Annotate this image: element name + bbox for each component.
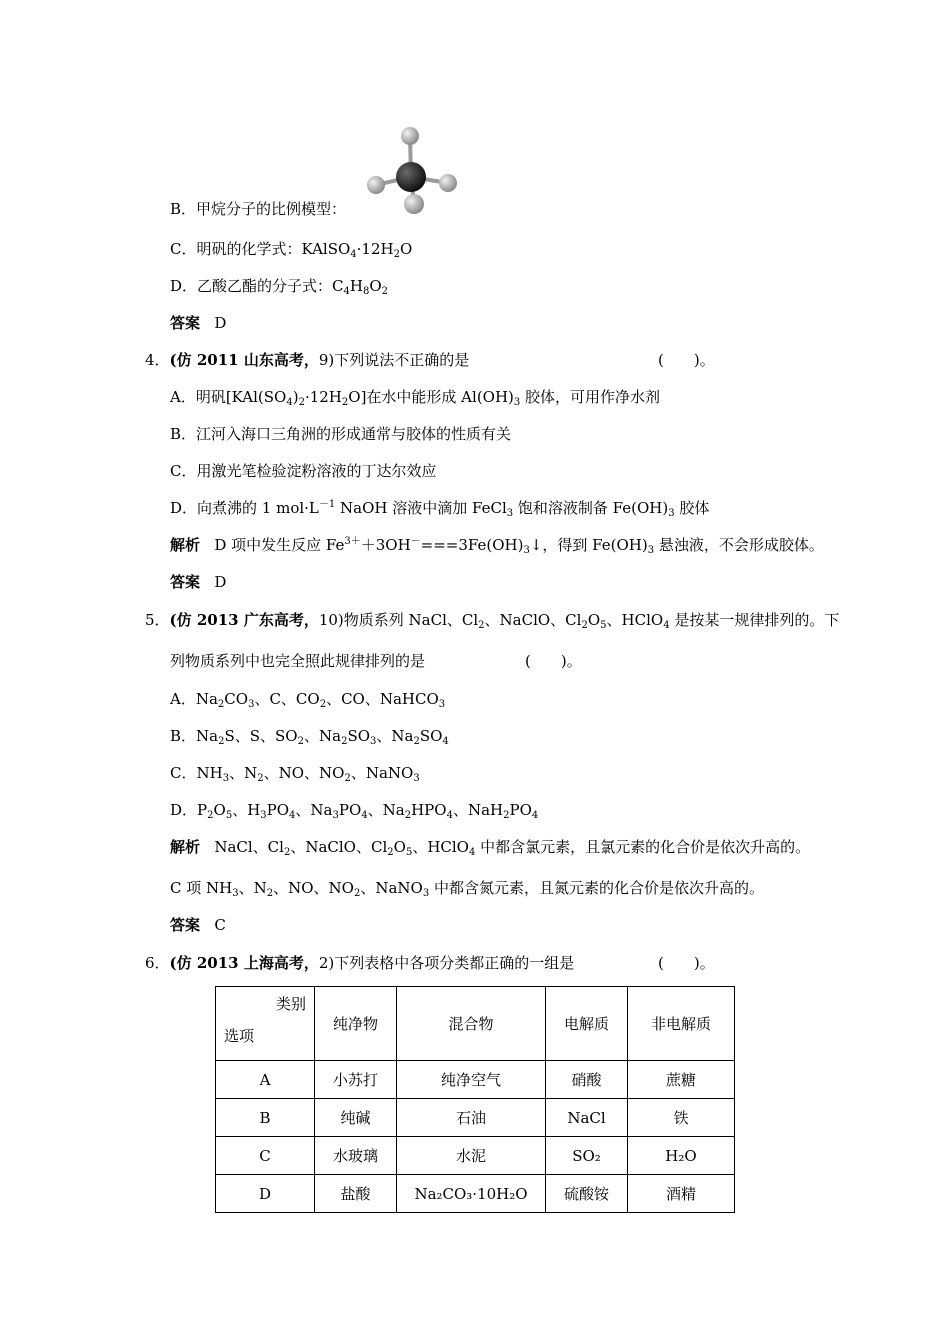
- header-electrolyte: 电解质: [546, 987, 628, 1061]
- answer-label: 答案: [170, 314, 201, 332]
- q4-option-b: B．江河入海口三角洲的形成通常与胶体的性质有关: [170, 425, 512, 443]
- q4-answer: [170, 572, 226, 592]
- q5-stem-line2: 列物质系列中也完全照此规律排列的是: [170, 652, 426, 670]
- classification-table: [215, 986, 735, 1213]
- header-non-electrolyte: 非电解质: [628, 987, 735, 1061]
- q4-option-d: D．向煮沸的 1 $mol\cdot L^{-1}$ NaOH 溶液中滴加 FeCl$_3$ 饱和溶液制备 $Fe(OH)_3$ 胶体: [170, 499, 710, 519]
- q4-stem: 4．(仿 2011 山东高考，9)下列说法不正确的是: [145, 351, 470, 369]
- q5-analysis-line2: C 项 $NH_3$、$N_2$、NO、$NO_2$、NaNO$_3$ 中都含氮元素，且氮元素的化合价是依次升高的。: [170, 879, 765, 899]
- q3-option-b: [170, 199, 346, 219]
- q3-option-d: D．乙酸乙酯的分子式：$C_4H_8O_2$: [170, 277, 389, 297]
- q4-option-c: C．用激光笔检验淀粉溶液的丁达尔效应: [170, 462, 437, 480]
- answer-label: 答案: [170, 573, 201, 591]
- q6-source: (仿 2013 上海高考，: [169, 954, 319, 972]
- table-row: A 小苏打 纯净空气 硝酸 蔗糖: [216, 1061, 735, 1099]
- header-mixture: 混合物: [397, 987, 546, 1061]
- q5-answer-paren: ( )。: [525, 652, 582, 670]
- table-corner-cell: [216, 987, 315, 1061]
- table-row: D 盐酸 Na₂CO₃·10H₂O 硫酸铵 酒精: [216, 1175, 735, 1213]
- q6-answer-paren: ( )。: [658, 954, 715, 972]
- table-header-row: [216, 987, 735, 1061]
- answer-value: D: [214, 314, 227, 332]
- q4-option-a: A．明矾$[KAl(SO_4)_2\cdot 12H_2O]$在水中能形成 $Al(OH)_3$ 胶体，可用作净水剂: [170, 388, 661, 408]
- q5-answer: [170, 915, 226, 935]
- answer-label: 答案: [170, 916, 201, 934]
- q5-option-a: A．$Na_2CO_3$、C、$CO_2$、CO、NaHCO$_3$: [170, 690, 446, 710]
- q4-source: (仿 2011 山东高考，: [169, 351, 319, 369]
- q3-option-b-text: B．甲烷分子的比例模型：: [170, 200, 347, 218]
- q3-answer: [170, 313, 226, 333]
- q6-stem: 6．(仿 2013 上海高考，2)下列表格中各项分类都正确的一组是: [145, 954, 575, 972]
- corner-label-category: 类别: [275, 995, 306, 1013]
- q3-option-c: C．明矾的化学式：$KAlSO_4\cdot 12H_2O$: [170, 240, 413, 260]
- q5-stem-line1: 5．(仿 2013 广东高考，10)物质系列 NaCl、$Cl_2$、NaClO、$Cl_2O_5$、HClO$_4$ 是按某一规律排列的。下: [145, 611, 840, 631]
- methane-model-icon: [362, 122, 462, 217]
- q5-analysis-line1: 解析 NaCl、$Cl_2$、NaClO、$Cl_2O_5$、HClO$_4$ 中都含氯元素，且氯元素的化合价是依次升高的。: [170, 838, 811, 858]
- q5-option-d: D．$P_2O_5$、$H_3PO_4$、$Na_3PO_4$、$Na_2HPO_4$、$NaH_2PO_4$: [170, 801, 539, 821]
- table-row: B 纯碱 石油 NaCl 铁: [216, 1099, 735, 1137]
- q5-option-b: B．$Na_2S$、S、$SO_2$、$Na_2SO_3$、$Na_2SO_4$: [170, 727, 449, 747]
- corner-label-option: 选项: [224, 1027, 255, 1045]
- table-row: C 水玻璃 水泥 SO₂ H₂O: [216, 1137, 735, 1175]
- q4-analysis: 解析 D 项中发生反应 $Fe^{3+}+3OH^-===3Fe(OH)_3↓$，得到 $Fe(OH)_3$ 悬浊液，不会形成胶体。: [170, 536, 824, 556]
- answer-value: C: [214, 916, 226, 934]
- header-pure-substance: 纯净物: [315, 987, 397, 1061]
- answer-value: D: [214, 573, 227, 591]
- q5-source: (仿 2013 广东高考，: [169, 611, 319, 629]
- q5-option-c: C．$NH_3$、$N_2$、NO、$NO_2$、NaNO$_3$: [170, 764, 420, 784]
- analysis-label: 解析: [170, 838, 201, 856]
- q4-answer-paren: ( )。: [658, 351, 715, 369]
- analysis-label: 解析: [170, 536, 201, 554]
